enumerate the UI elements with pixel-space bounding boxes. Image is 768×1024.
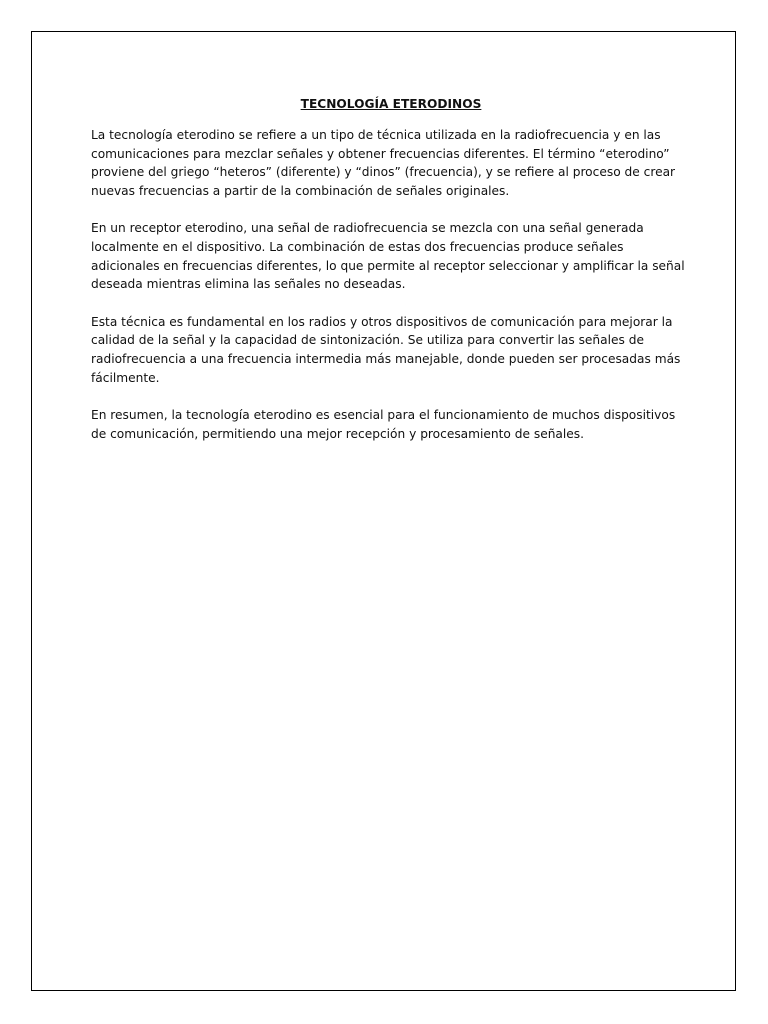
paragraph-1: La tecnología eterodino se refiere a un tipo de técnica utilizada en la radiofrecuencia y en las comunicaciones para mezclar señales y obtener frecuencias diferentes. El término “eterodino” proviene del griego “heteros” (diferente) y “dinos” (frecuencia), y se refiere al proceso de crear nuevas frecuencias a partir de la combinación de señales originales. (91, 128, 676, 198)
page-frame (31, 31, 736, 991)
document-body (91, 95, 691, 462)
document-title: TECNOLOGÍA ETERODINOS (300, 97, 482, 111)
paragraph-4: En resumen, la tecnología eterodino es esencial para el funcionamiento de muchos dispositivos de comunicación, permitiendo una mejor recepción y procesamiento de señales. (91, 408, 676, 441)
paragraph-3: Esta técnica es fundamental en los radios y otros dispositivos de comunicación para mejorar la calidad de la señal y la capacidad de sintonización. Se utiliza para convertir las señales de radiofrecuencia a una frecuencia intermedia más manejable, donde pueden ser procesadas más fácilmente. (91, 314, 681, 385)
paragraph-2: En un receptor eterodino, una señal de radiofrecuencia se mezcla con una señal generada localmente en el dispositivo. La combinación de estas dos frecuencias produce señales adicionales en frecuencias diferentes, lo que permite al receptor seleccionar y amplificar la señal deseada mientras elimina las señales no deseadas. (91, 221, 685, 292)
